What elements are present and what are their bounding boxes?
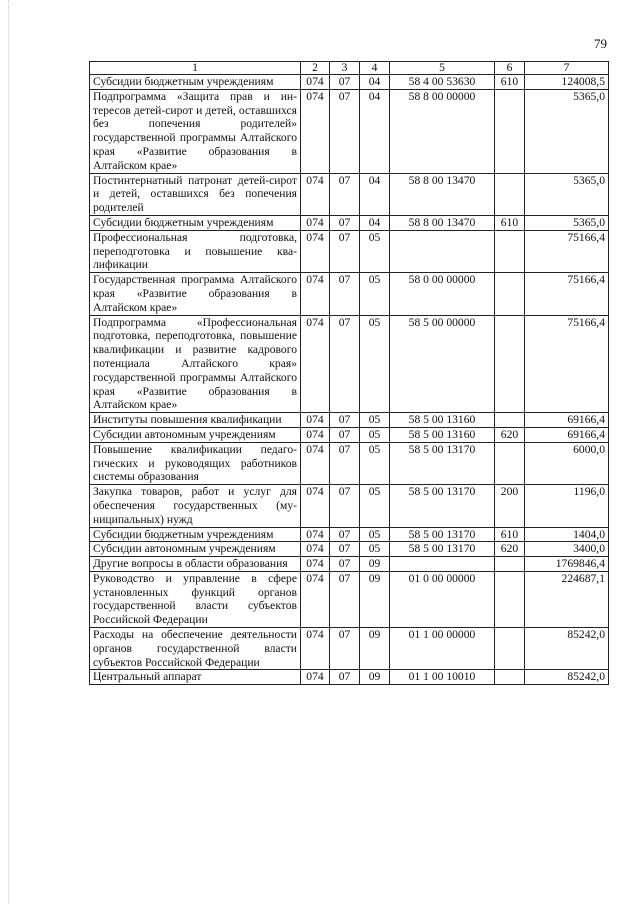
expense-name: Субсидии автономным учреждениям <box>90 427 301 442</box>
section-code: 07 <box>330 427 360 442</box>
expense-name: Институты повышения квалификации <box>90 413 301 428</box>
target-article-code: 58 4 00 53630 <box>390 75 495 90</box>
column-header: 1 <box>90 62 301 75</box>
expense-type-code <box>495 557 525 572</box>
department-code: 074 <box>301 557 330 572</box>
subsection-code: 04 <box>360 215 390 230</box>
target-article-code: 58 5 00 13170 <box>390 485 495 527</box>
subsection-code: 04 <box>360 173 390 215</box>
expense-name: Руководство и управление в сфере установленных функций органов государственной власти субъектов Российской Федерации <box>90 571 301 627</box>
scan-edge-marks <box>8 0 10 904</box>
department-code: 074 <box>301 670 330 685</box>
table-row <box>90 413 609 428</box>
column-header: 6 <box>495 62 525 75</box>
table-row <box>90 89 609 173</box>
department-code: 074 <box>301 427 330 442</box>
expense-type-code: 200 <box>495 485 525 527</box>
table-row <box>90 173 609 215</box>
expense-type-code <box>495 173 525 215</box>
column-header: 3 <box>330 62 360 75</box>
table-row <box>90 557 609 572</box>
section-code: 07 <box>330 173 360 215</box>
table-row <box>90 571 609 627</box>
department-code: 074 <box>301 571 330 627</box>
expense-name: Центральный аппарат <box>90 670 301 685</box>
expense-type-code <box>495 273 525 315</box>
target-article-code: 01 1 00 00000 <box>390 628 495 670</box>
target-article-code: 58 5 00 13170 <box>390 442 495 484</box>
expense-name: Подпрограмма «Профессиональная подготовка, переподготовка, повышение квалификации и развитие кадрового потенциала Алтайского края» государственной программы Алтайского края «Развитие образования в Алтайском крае» <box>90 315 301 413</box>
amount: 6000,0 <box>525 442 609 484</box>
expense-type-code <box>495 89 525 173</box>
expense-type-code: 610 <box>495 215 525 230</box>
expense-type-code <box>495 442 525 484</box>
section-code: 07 <box>330 542 360 557</box>
department-code: 074 <box>301 215 330 230</box>
expense-type-code: 610 <box>495 75 525 90</box>
subsection-code: 05 <box>360 413 390 428</box>
target-article-code: 58 5 00 13170 <box>390 542 495 557</box>
section-code: 07 <box>330 89 360 173</box>
amount: 224687,1 <box>525 571 609 627</box>
target-article-code: 58 5 00 13160 <box>390 427 495 442</box>
amount: 75166,4 <box>525 315 609 413</box>
target-article-code: 58 5 00 00000 <box>390 315 495 413</box>
subsection-code: 04 <box>360 75 390 90</box>
expense-name: Государственная программа Алтайского края «Развитие образования в Алтайском крае» <box>90 273 301 315</box>
table-row <box>90 485 609 527</box>
department-code: 074 <box>301 315 330 413</box>
expense-name: Повышение квалификации педагогических и руководящих работников системы образования <box>90 442 301 484</box>
department-code: 074 <box>301 542 330 557</box>
subsection-code: 09 <box>360 628 390 670</box>
subsection-code: 05 <box>360 542 390 557</box>
target-article-code: 58 5 00 13170 <box>390 527 495 542</box>
section-code: 07 <box>330 670 360 685</box>
amount: 1404,0 <box>525 527 609 542</box>
expense-name: Субсидии бюджетным учреждениям <box>90 527 301 542</box>
section-code: 07 <box>330 75 360 90</box>
table-row <box>90 628 609 670</box>
department-code: 074 <box>301 173 330 215</box>
expense-name: Расходы на обеспечение деятельности органов государственной власти субъектов Российской Федерации <box>90 628 301 670</box>
department-code: 074 <box>301 273 330 315</box>
table-row <box>90 273 609 315</box>
target-article-code <box>390 557 495 572</box>
subsection-code: 05 <box>360 527 390 542</box>
section-code: 07 <box>330 413 360 428</box>
expense-name: Профессиональная подготовка, переподготовка и повышение квалификации <box>90 230 301 272</box>
amount: 3400,0 <box>525 542 609 557</box>
section-code: 07 <box>330 557 360 572</box>
expense-type-code <box>495 413 525 428</box>
subsection-code: 09 <box>360 557 390 572</box>
page-number: 79 <box>594 36 607 51</box>
table-row <box>90 542 609 557</box>
expense-type-code <box>495 315 525 413</box>
subsection-code: 05 <box>360 442 390 484</box>
amount: 85242,0 <box>525 670 609 685</box>
department-code: 074 <box>301 527 330 542</box>
section-code: 07 <box>330 485 360 527</box>
table-row <box>90 75 609 90</box>
column-header: 2 <box>301 62 330 75</box>
department-code: 074 <box>301 628 330 670</box>
table-row <box>90 215 609 230</box>
expense-type-code <box>495 571 525 627</box>
expense-name: Субсидии автономным учреждениям <box>90 542 301 557</box>
subsection-code: 05 <box>360 485 390 527</box>
section-code: 07 <box>330 527 360 542</box>
table-row <box>90 315 609 413</box>
subsection-code: 05 <box>360 315 390 413</box>
amount: 69166,4 <box>525 413 609 428</box>
expense-name: Другие вопросы в области образования <box>90 557 301 572</box>
target-article-code: 58 0 00 00000 <box>390 273 495 315</box>
table-row <box>90 230 609 272</box>
section-code: 07 <box>330 273 360 315</box>
table-row <box>90 427 609 442</box>
department-code: 074 <box>301 75 330 90</box>
target-article-code: 58 8 00 13470 <box>390 173 495 215</box>
subsection-code: 09 <box>360 571 390 627</box>
target-article-code: 58 5 00 13160 <box>390 413 495 428</box>
subsection-code: 04 <box>360 89 390 173</box>
expense-name: Субсидии бюджетным учреждениям <box>90 75 301 90</box>
expense-type-code <box>495 628 525 670</box>
amount: 1196,0 <box>525 485 609 527</box>
section-code: 07 <box>330 442 360 484</box>
department-code: 074 <box>301 442 330 484</box>
amount: 5365,0 <box>525 215 609 230</box>
expense-type-code: 620 <box>495 427 525 442</box>
section-code: 07 <box>330 230 360 272</box>
subsection-code: 09 <box>360 670 390 685</box>
expense-type-code <box>495 670 525 685</box>
section-code: 07 <box>330 571 360 627</box>
column-header: 5 <box>390 62 495 75</box>
amount: 85242,0 <box>525 628 609 670</box>
amount: 1769846,4 <box>525 557 609 572</box>
amount: 5365,0 <box>525 89 609 173</box>
expense-name: Субсидии бюджетным учреждениям <box>90 215 301 230</box>
expense-name: Закупка товаров, работ и услуг для обеспечения государственных (муниципальных) нужд <box>90 485 301 527</box>
expense-name: Постинтернатный патронат детей-сирот и детей, оставшихся без попечения родителей <box>90 173 301 215</box>
column-header: 7 <box>525 62 609 75</box>
budget-table <box>89 61 609 685</box>
expense-type-code <box>495 230 525 272</box>
target-article-code: 58 8 00 13470 <box>390 215 495 230</box>
column-number-row <box>90 62 609 75</box>
amount: 69166,4 <box>525 427 609 442</box>
target-article-code: 01 1 00 10010 <box>390 670 495 685</box>
section-code: 07 <box>330 628 360 670</box>
table-row <box>90 670 609 685</box>
department-code: 074 <box>301 485 330 527</box>
amount: 124008,5 <box>525 75 609 90</box>
amount: 75166,4 <box>525 273 609 315</box>
section-code: 07 <box>330 215 360 230</box>
target-article-code <box>390 230 495 272</box>
target-article-code: 58 8 00 00000 <box>390 89 495 173</box>
department-code: 074 <box>301 89 330 173</box>
expense-name: Подпрограмма «Защита прав и интересов детей-сирот и детей, оставшихся без попечения родителей» государственной программы Алтайского края «Развитие образования в Алтайском крае» <box>90 89 301 173</box>
target-article-code: 01 0 00 00000 <box>390 571 495 627</box>
amount: 5365,0 <box>525 173 609 215</box>
subsection-code: 05 <box>360 230 390 272</box>
table-row <box>90 527 609 542</box>
expense-type-code: 610 <box>495 527 525 542</box>
section-code: 07 <box>330 315 360 413</box>
expense-type-code: 620 <box>495 542 525 557</box>
department-code: 074 <box>301 413 330 428</box>
amount: 75166,4 <box>525 230 609 272</box>
subsection-code: 05 <box>360 273 390 315</box>
department-code: 074 <box>301 230 330 272</box>
subsection-code: 05 <box>360 427 390 442</box>
table-row <box>90 442 609 484</box>
column-header: 4 <box>360 62 390 75</box>
